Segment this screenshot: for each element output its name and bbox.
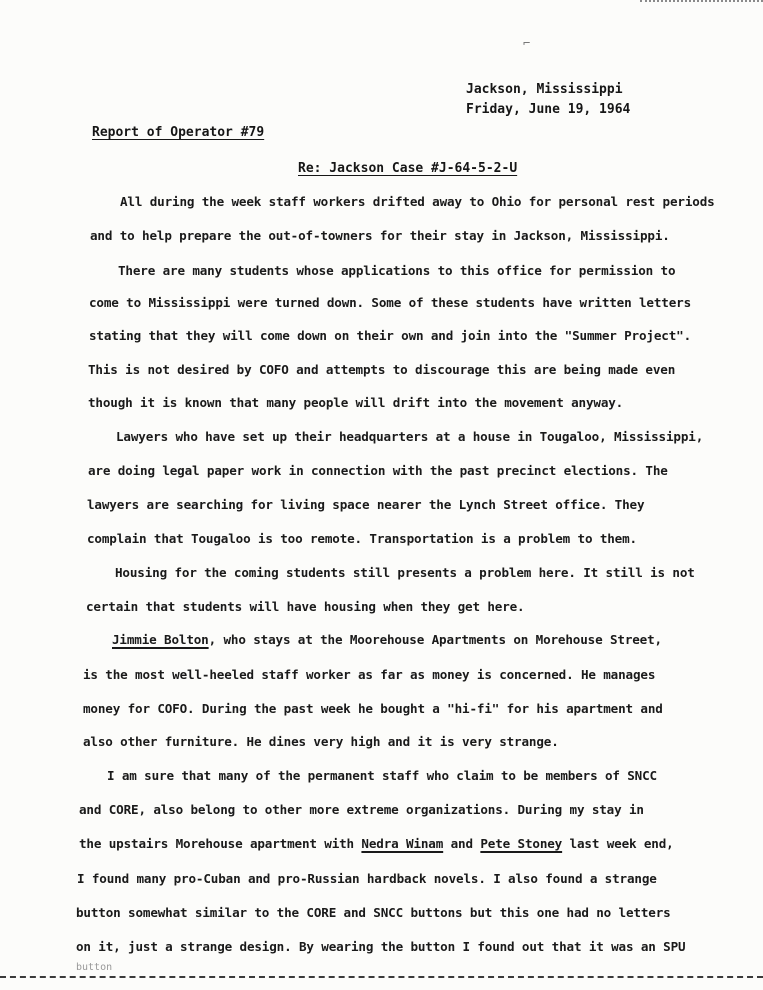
body-line: button somewhat similar to the CORE and SNCC buttons but this one had no letters: [76, 905, 671, 920]
top-edge-dots: [640, 0, 763, 8]
body-line: Housing for the coming students still presents a problem here. It still is not: [115, 565, 695, 580]
body-line: money for COFO. During the past week he bought a "hi-fi" for his apartment and: [83, 701, 663, 716]
body-line: All during the week staff workers drifted away to Ohio for personal rest periods: [120, 194, 715, 209]
line-mid: and: [443, 836, 481, 851]
body-line: is the most well-heeled staff worker as far as money is concerned. He manages: [83, 667, 656, 682]
underlined-name: Pete Stoney: [480, 836, 563, 851]
line-suffix: last week end,: [562, 836, 674, 851]
body-line: stating that they will come down on their own and join into the "Summer Project".: [89, 328, 691, 343]
line-prefix: the upstairs Morehouse apartment with: [79, 836, 362, 851]
line-remainder: , who stays at the Moorehouse Apartments on Morehouse Street,: [208, 632, 662, 647]
case-reference: Re: Jackson Case #J-64-5-2-U: [298, 161, 518, 176]
cut-off-fragment: button: [76, 962, 113, 973]
bottom-edge-rule: [0, 976, 763, 978]
dateline-date: Friday, June 19, 1964: [466, 102, 631, 117]
margin-mark: ⌐: [523, 36, 531, 50]
dateline: [466, 80, 630, 120]
underlined-name: Jimmie Bolton: [112, 632, 209, 647]
body-line: This is not desired by COFO and attempts to discourage this are being made even: [88, 362, 676, 377]
body-line: There are many students whose applications to this office for permission to: [118, 263, 676, 278]
underlined-name: Nedra Winam: [361, 836, 444, 851]
body-line: also other furniture. He dines very high and it is very strange.: [83, 734, 559, 749]
report-title: Report of Operator #79: [92, 125, 265, 140]
body-line: though it is known that many people will drift into the movement anyway.: [88, 395, 624, 410]
dateline-place: Jackson, Mississippi: [466, 82, 623, 97]
body-line: come to Mississippi were turned down. Some of these students have written letters: [89, 295, 691, 310]
body-line: lawyers are searching for living space nearer the Lynch Street office. They: [87, 497, 645, 512]
body-line: I found many pro-Cuban and pro-Russian hardback novels. I also found a strange: [77, 871, 657, 886]
body-line-bolton: [112, 631, 662, 649]
body-line: certain that students will have housing when they get here.: [86, 599, 525, 614]
body-line: are doing legal paper work in connection with the past precinct elections. The: [88, 463, 668, 478]
body-line: on it, just a strange design. By wearing the button I found out that it was an SPU: [76, 939, 686, 954]
body-line-names: [79, 835, 674, 853]
body-line: and CORE, also belong to other more extreme organizations. During my stay in: [79, 802, 644, 817]
body-line: I am sure that many of the permanent staff who claim to be members of SNCC: [107, 768, 657, 783]
body-line: Lawyers who have set up their headquarters at a house in Tougaloo, Mississippi,: [116, 429, 704, 444]
body-line: complain that Tougaloo is too remote. Transportation is a problem to them.: [87, 531, 637, 546]
body-line: and to help prepare the out-of-towners for their stay in Jackson, Mississippi.: [90, 228, 670, 243]
